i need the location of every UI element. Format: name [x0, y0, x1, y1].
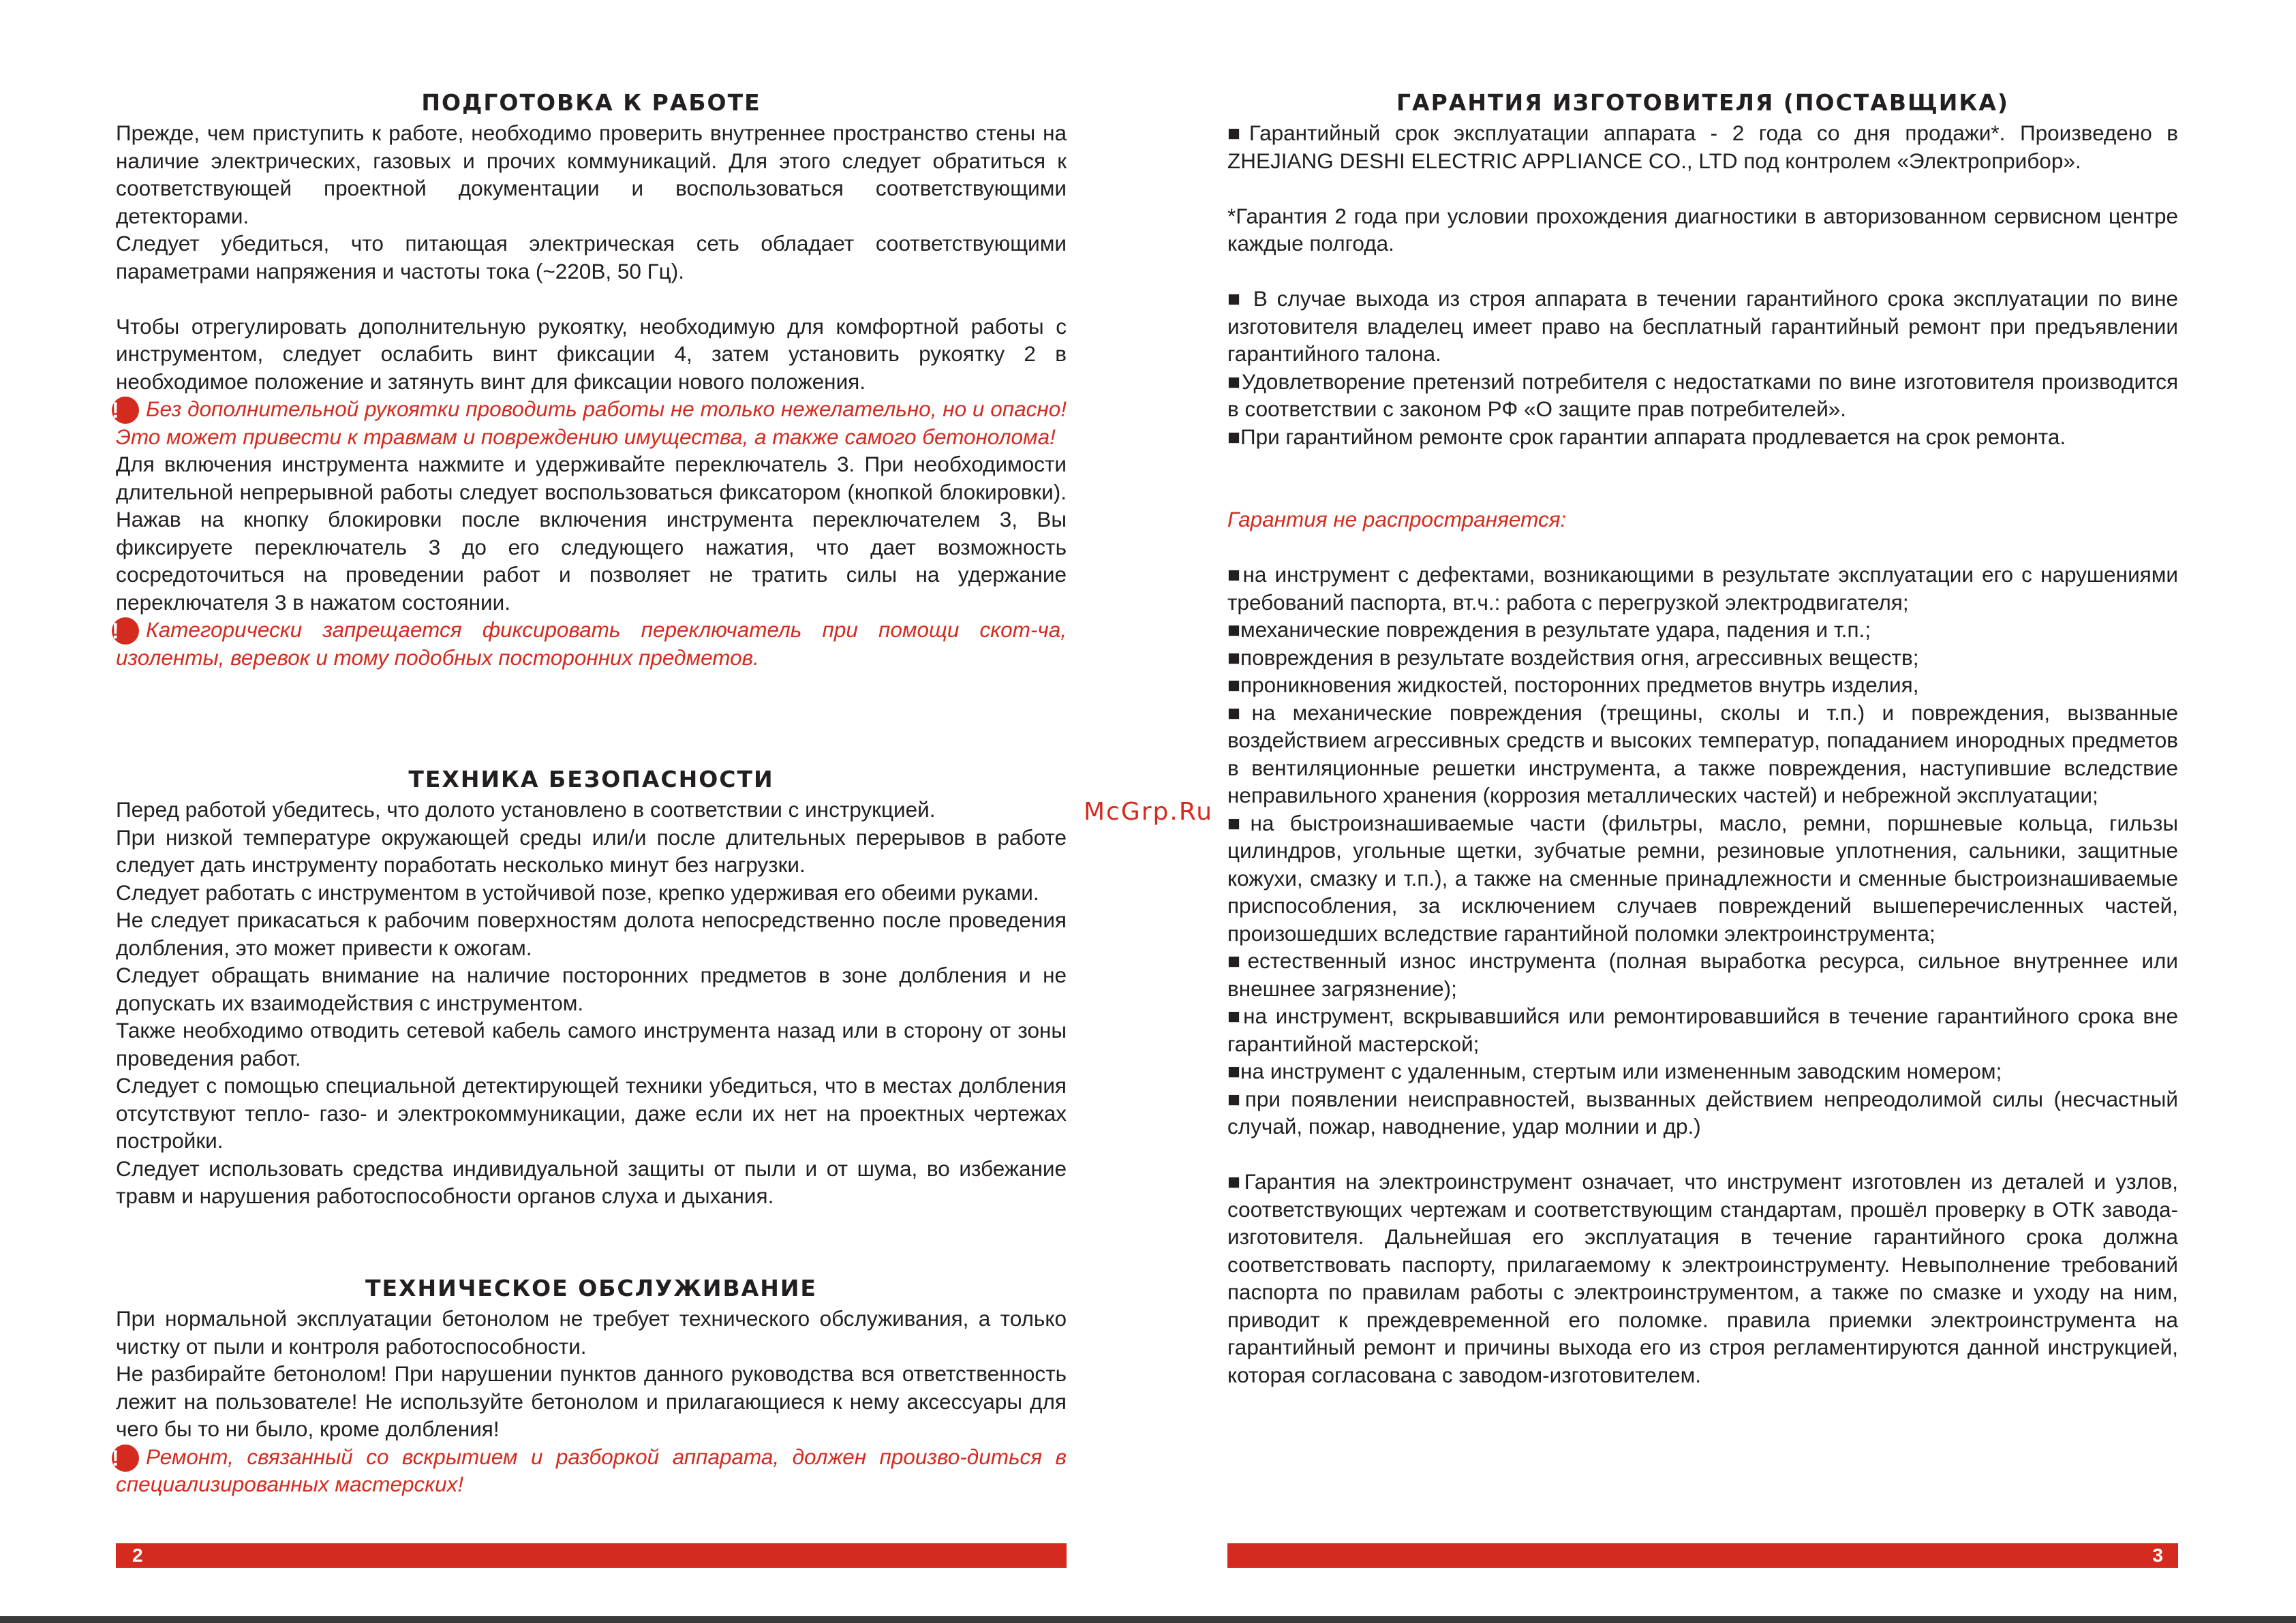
paragraph: *Гарантия 2 года при условии прохождения диагностики в авторизованном сервисном центре каждые полгода. — [1227, 203, 2178, 256]
warning-block — [112, 1443, 1067, 1498]
warning-block — [112, 616, 1067, 671]
paragraph: ■ В случае выхода из строя аппарата в течении гарантийного срока эксплуатации по вине изготовителя владелец имеет право на бесплатный гарантийный ремонт при предъявлении гарантийного талона. — [1227, 286, 2178, 366]
bottom-edge-divider — [0, 1616, 2296, 1623]
paragraph: Прежде, чем приступить к работе, необходимо проверить внутреннее пространство стены на наличие электрических, газовых и прочих коммуникаций. Для этого следует обратиться к соответствующей проектной документации и воспользоваться соответствующими детекторами. — [116, 121, 1067, 228]
footer-bar-left — [116, 1543, 1067, 1568]
exclamation-circle-icon: ! — [112, 617, 139, 645]
paragraph: ■Удовлетворение претензий потребителя с недостатками по вине изготовителя производится в соответствии с законом РФ «О защите прав потребителей». — [1227, 369, 2178, 421]
paragraph: Чтобы отрегулировать дополнительную рукоятку, необходимую для комфортной работы с инструментом, следует ослабить винт фиксации 4, затем установить рукоятку 2 в необходимое положение и затянуть винт для фиксации нового положения. — [116, 313, 1067, 394]
section-warranty — [1227, 87, 2178, 1389]
warning-text: Без дополнительной рукоятки проводить работы не только нежелательно, но и опасно! Это может привести к травмам и повреждению имущества, а также самого бетонолома! — [116, 397, 1067, 449]
section-body — [112, 119, 1067, 671]
exclusion-item: ■повреждения в результате воздействия огня, агрессивных веществ; — [1227, 645, 1919, 670]
paragraph: ■При гарантийном ремонте срок гарантии аппарата продлевается на срок ремонта. — [1227, 424, 2066, 449]
section-body — [1227, 119, 2178, 1389]
section-title-preparation: ПОДГОТОВКА К РАБОТЕ — [421, 89, 761, 116]
page-number: 3 — [2152, 1545, 2163, 1566]
paragraph: Не следует прикасаться к рабочим поверхностям долота непосредственно после проведения долбления, это может привести к ожогам. — [116, 908, 1067, 960]
paragraph: Следует с помощью специальной детектирующей техники убедиться, что в местах долбления отсутствуют тепло- газо- и электрокоммуникации, даже если их нет на проектных чертежах постройки. — [116, 1073, 1067, 1153]
exclamation-circle-icon: ! — [112, 1444, 139, 1472]
exclusion-item: ■на быстроизнашиваемые части (фильтры, масло, ремни, поршневые кольца, гильзы цилиндров, угольные щетки, зубчатые ремни, резиновые уплотнения, сальники, защитные кожухи, смазку и т.п.), а также на сменные принадлежности и сменные быстроизнашиваемые приспособления, за исключением случаев повреждений вышеперечисленных частей, произошедших вследствие гарантийной поломки электроинструмента; — [1227, 810, 2178, 946]
section-title-maintenance: ТЕХНИЧЕСКОЕ ОБСЛУЖИВАНИЕ — [365, 1275, 817, 1301]
section-preparation — [112, 87, 1067, 671]
paragraph: Также необходимо отводить сетевой кабель самого инструмента назад или в сторону от зоны проведения работ. — [116, 1018, 1067, 1070]
watermark: McGrp.Ru — [1084, 798, 1214, 826]
exclusion-item: ■проникновения жидкостей, посторонних предметов внутрь изделия, — [1227, 673, 1919, 697]
paragraph: Следует работать с инструментом в устойчивой позе, крепко удерживая его обеими руками. — [116, 880, 1039, 905]
paragraph: Следует обращать внимание на наличие посторонних предметов в зоне долбления и не допускать их взаимодействия с инструментом. — [116, 963, 1067, 1015]
exclusion-item: ■механические повреждения в результате удара, падения и т.п.; — [1227, 617, 1871, 642]
section-safety — [116, 764, 1067, 1210]
section-body — [112, 1305, 1067, 1498]
paragraph: Следует убедиться, что питающая электрическая сеть обладает соответствующими параметрами напряжения и частоты тока (~220В, 50 Гц). — [116, 231, 1067, 283]
exclusion-item: ■на механические повреждения (трещины, сколы и т.п.) и повреждения, вызванные воздействием агрессивных средств и высоких температур, попаданием инородных предметов в вентиляционные решетки инструмента, а также повреждения, наступившие вследствие неправильного хранения (коррозия металлических частей) и небрежной эксплуатации; — [1227, 700, 2178, 807]
exclusion-item: ■на инструмент, вскрывавшийся или ремонтировавшийся в течение гарантийного срока вне гарантийной мастерской; — [1227, 1004, 2178, 1056]
paragraph: Для включения инструмента нажмите и удерживайте переключатель 3. При необходимости длительной непрерывной работы следует воспользоваться фиксатором (кнопкой блокировки). Нажав на кнопку блокировки после включения инструмента переключателем 3, Вы фиксируете переключатель 3 до его следующего нажатия, что дает возможность сосредоточиться на проведении работ и позволяет не тратить силы на удержание переключателя 3 в нажатом состоянии. — [116, 452, 1067, 615]
footer-bar-right — [1227, 1543, 2178, 1568]
paragraph: ■Гарантийный срок эксплуатации аппарата - 2 года со дня продажи*. Произведено в ZHEJIANG DESHI ELECTRIC APPLIANCE CO., LTD под контролем «Электроприбор». — [1227, 121, 2178, 173]
exclusion-item: ■при появлении неисправностей, вызванных действием непреодолимой силы (несчастный случай, пожар, наводнение, удар молнии и др.) — [1227, 1086, 2178, 1139]
warning-text: Категорически запрещается фиксировать переключатель при помощи скот-ча, изоленты, веревок и тому подобных посторонних предметов. — [116, 617, 1067, 670]
warning-block — [112, 395, 1067, 450]
page-number: 2 — [132, 1545, 143, 1566]
warning-text: Ремонт, связанный со вскрытием и разборкой аппарата, должен произво-диться в специализированных мастерских! — [116, 1444, 1067, 1496]
exclamation-circle-icon: ! — [112, 397, 139, 424]
exclusions-heading: Гарантия не распространяется: — [1227, 507, 1567, 531]
paragraph: При низкой температуре окружающей среды или/и после длительных перерывов в работе следует дать инструменту поработать несколько минут без нагрузки. — [116, 824, 1067, 877]
paragraph: ■Гарантия на электроинструмент означает, что инструмент изготовлен из деталей и узлов, соответствующих чертежам и соответствующим стандартам, прошёл проверку в ОТК завода-изготовителя. Дальнейшая его эксплуатация в течение гарантийного срока должна соответствовать паспорту, прилагаемому к электроинструменту. Невыполнение требований паспорта по правилам работы с электроинструментом, а также по смазке и уходу на ним, приводит к преждевременной его поломке. правила приемки электроинструмента на гарантийный ремонт и причины выхода его из строя регламентируются данной инструкцией, которая согласована с заводом-изготовителем. — [1227, 1169, 2178, 1387]
paragraph: Перед работой убедитесь, что долото установлено в соответствии с инструкцией. — [116, 797, 936, 822]
exclusion-item: ■на инструмент с дефектами, возникающими в результате эксплуатации его с нарушениями требований паспорта, вт.ч.: работа с перегрузкой электродвигателя; — [1227, 562, 2178, 615]
paragraph: При нормальной эксплуатации бетонолом не требует технического обслуживания, а только чистку от пыли и контроля работоспособности. — [116, 1306, 1067, 1359]
exclusion-item: ■естественный износ инструмента (полная выработка ресурса, сильное внутреннее или внешнее загрязнение); — [1227, 948, 2178, 1001]
section-maintenance — [112, 1273, 1067, 1498]
section-title-warranty: ГАРАНТИЯ ИЗГОТОВИТЕЛЯ (ПОСТАВЩИКА) — [1396, 89, 2009, 116]
exclusion-item: ■на инструмент с удаленным, стертым или измененным заводским номером; — [1227, 1059, 2002, 1083]
section-body — [116, 796, 1067, 1210]
paragraph: Следует использовать средства индивидуальной защиты от пыли и от шума, во избежание травм и нарушения работоспособности органов слуха и дыхания. — [116, 1156, 1067, 1208]
section-title-safety: ТЕХНИКА БЕЗОПАСНОСТИ — [408, 766, 774, 792]
paragraph: Не разбирайте бетонолом! При нарушении пунктов данного руководства вся ответственность лежит на пользователе! Не используйте бетонолом и прилагающиеся к нему аксессуары для чего бы то ни было, кроме долбления! — [116, 1361, 1067, 1441]
